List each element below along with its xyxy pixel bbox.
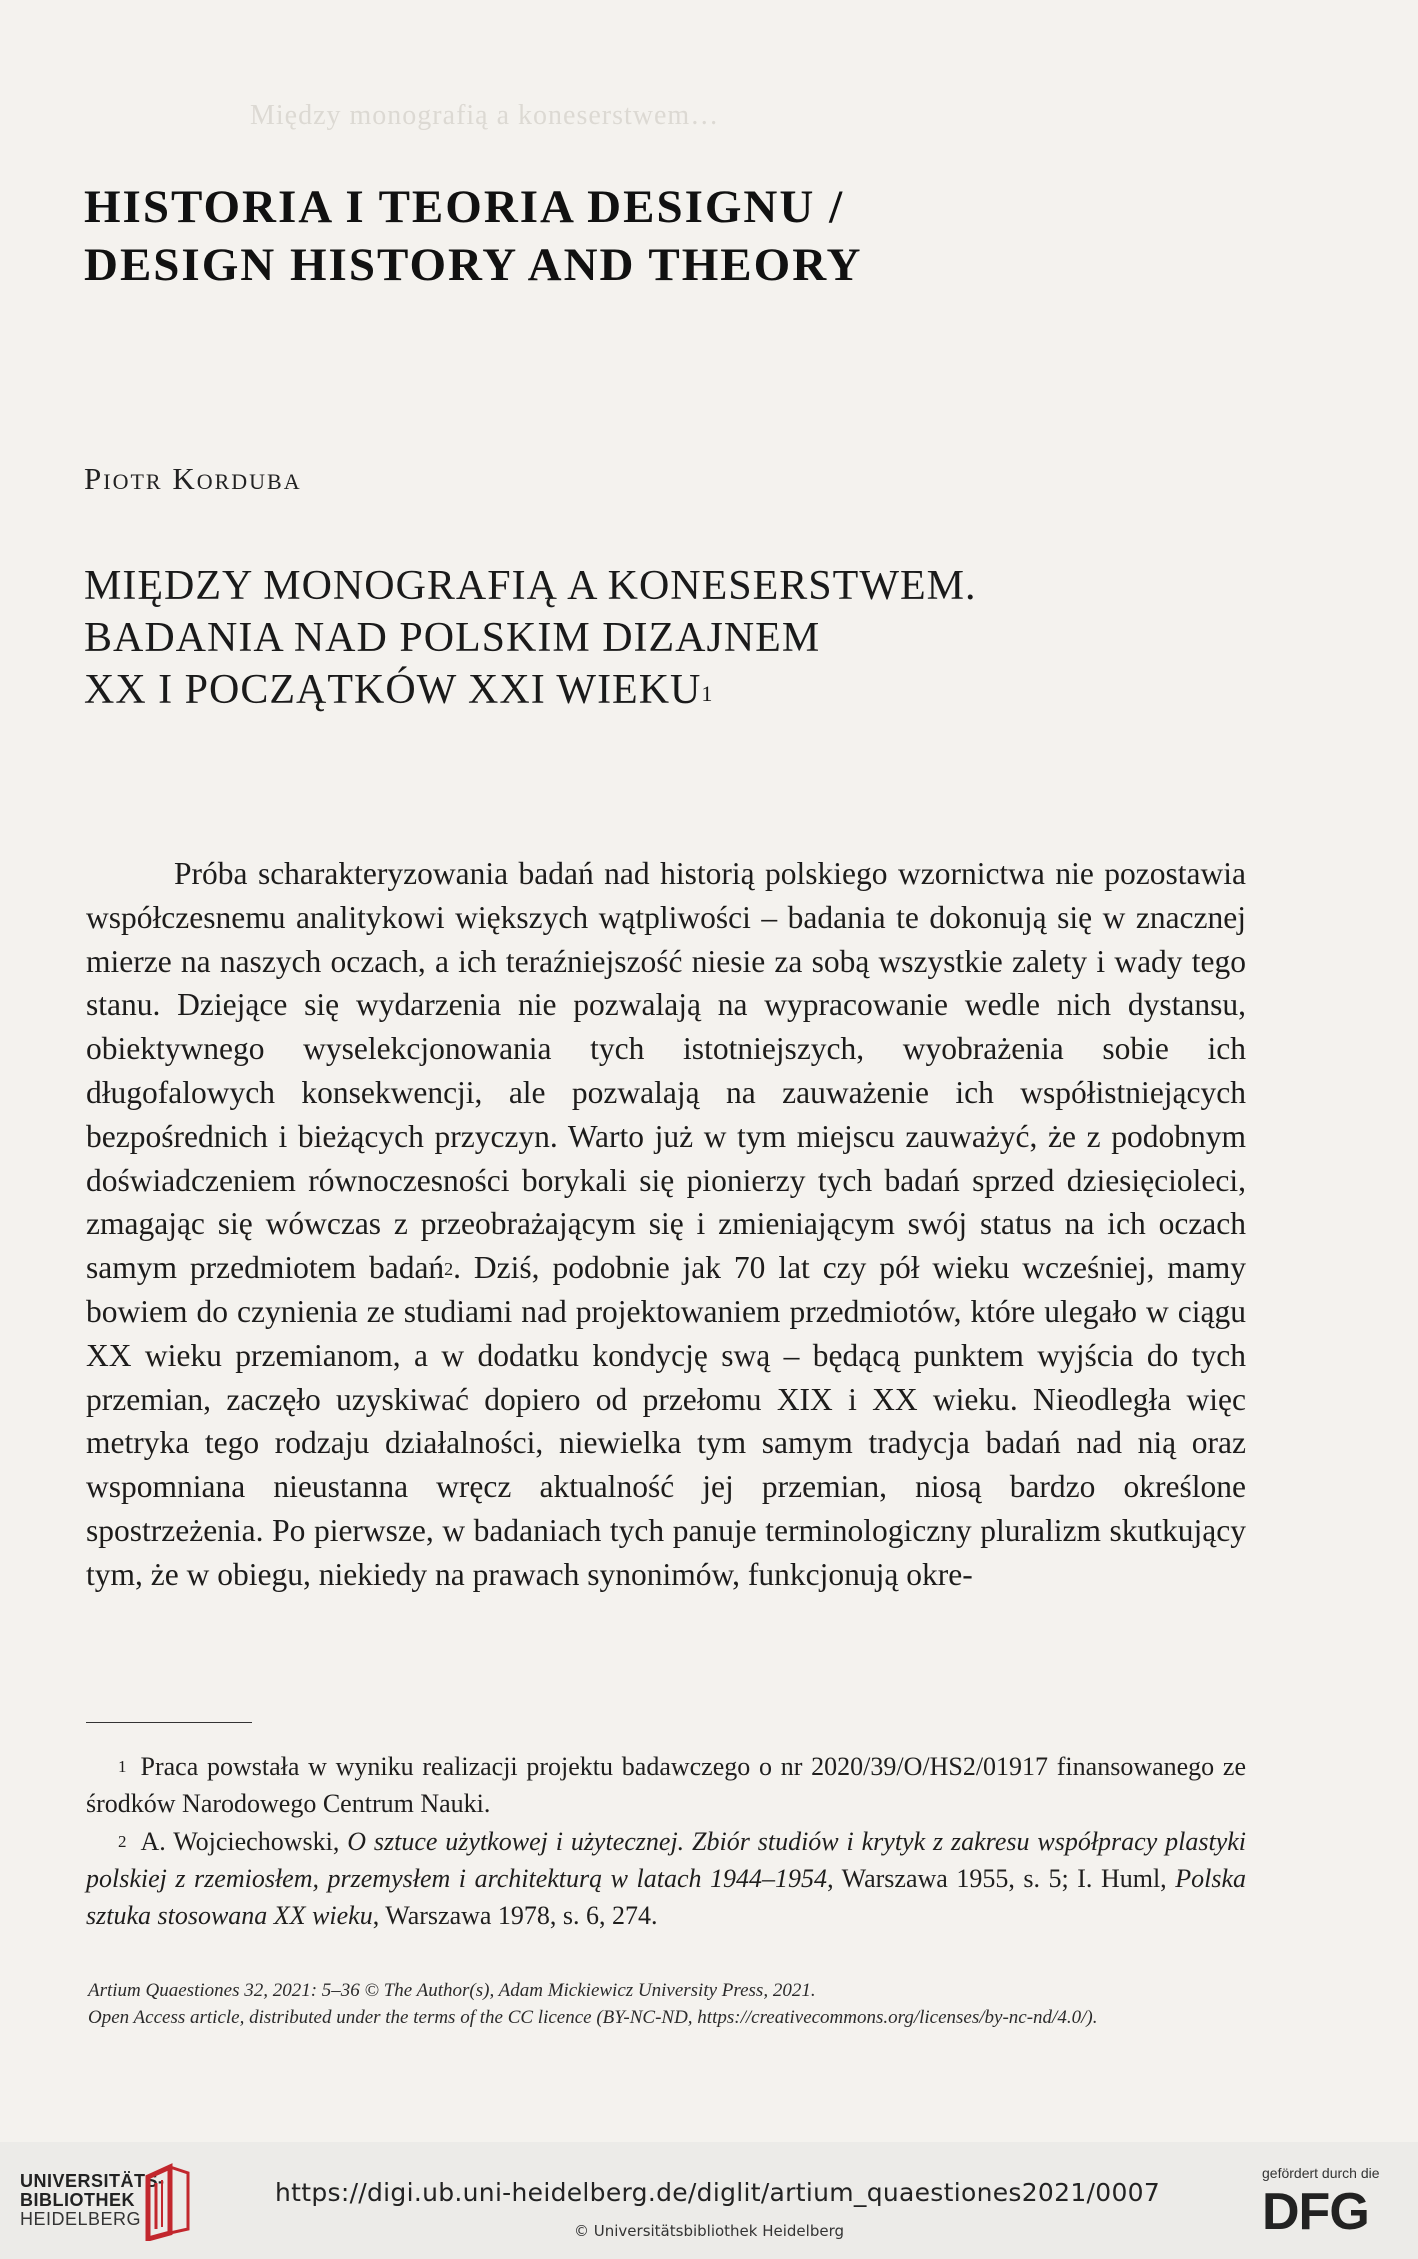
author-name: Piotr Korduba [84,461,302,496]
footnote-divider [86,1722,252,1723]
footnote-1-number: 1 [118,1757,127,1776]
copyright-notice: © Universitätsbibliothek Heidelberg [574,2222,845,2240]
body-text-part-2: . Dziś, podobnie jak 70 lat czy pół wieku wcześniej, mamy bowiem do czynienia ze studiami nad projektowaniem przedmiotów, które ulegało w ciągu XX wieku przemianom, a w dodatku kondycję swą – będącą punktem wyjścia do tych przemian, zaczęło uzyskiwać dopiero od przełomu XIX i XX wieku. Nieodległa więc metryka tego rodzaju działalności, niewielka tym samym tradycja badań nad nią oraz wspomniana nieustanna wręcz aktualność jej przemian, niosą bardzo określone spostrzeżenia. Po pierwsze, w badaniach tych panuje terminologiczny pluralizm skutkujący tym, że w obiegu, niekiedy na prawach synonimów, funkcjonują okre- [86,1250,1246,1592]
footnote-1-text: Praca powstała w wyniku realizacji projektu badawczego o nr 2020/39/O/HS2/01917 finansowanego ze środków Narodowego Centrum Nauki. [86,1752,1246,1818]
library-name-line-3: HEIDELBERG [20,2209,142,2229]
article-title-footnote-ref[interactable]: 1 [701,681,714,706]
article-title-line-1: MIĘDZY MONOGRAFIĄ A KONESERSTWEM. [84,563,977,609]
footnote-2-number: 2 [118,1832,127,1851]
dfg-logo[interactable]: DFG [1262,2183,1369,2241]
section-title-line-2: DESIGN HISTORY AND THEORY [84,239,863,291]
library-name-line-2: BIBLIOTHEK [20,2190,135,2210]
citation-line-2[interactable]: Open Access article, distributed under the terms of the CC licence (BY-NC-ND, https://creativecommons.org/licenses/by-nc-nd/4.0/). [88,2007,1098,2028]
library-name-line-1: UNIVERSITÄTS- [20,2171,165,2191]
citation-block [88,1977,1258,2031]
body-footnote-ref[interactable]: 2 [444,1259,454,1280]
footnote-2-post: , Warszawa 1978, s. 6, 274. [372,1901,658,1930]
footnote-2-italic-title-1: O sztuce użytkowej i użytecznej. Zbiór studiów i krytyk z zakresu współpracy plastyki polskiej z rzemiosłem, przemysłem i architekturą w latach 1944–1954 [86,1827,1246,1893]
section-title [84,178,862,294]
document-url-link[interactable]: https://digi.ub.uni-heidelberg.de/diglit/artium_quaestiones2021/0007 [275,2178,1161,2207]
footnote-2-mid: , Warszawa 1955, s. 5; I. Huml, [827,1864,1176,1893]
citation-line-1: Artium Quaestiones 32, 2021: 5–36 © The Author(s), Adam Mickiewicz University Press, 2021. [88,1980,816,2001]
funder-caption: gefördert durch die [1262,2165,1380,2181]
footnote-2 [86,1823,1246,1934]
footnote-2-pre: A. Wojciechowski, [140,1827,348,1856]
section-title-line-1: HISTORIA I TEORIA DESIGNU / [84,181,845,233]
article-title-line-3: XX I POCZĄTKÓW XXI WIEKU [84,667,702,713]
article-title [84,560,976,716]
body-paragraph [86,852,1246,1597]
footnote-2-italic-title-2: Polska sztuka stosowana XX wieku [86,1864,1246,1930]
article-title-line-2: BADANIA NAD POLSKIM DIZAJNEM [84,615,821,661]
library-emblem-icon [140,2163,196,2241]
bleed-through-header: Między monografią a koneserstwem… [250,100,720,131]
footnotes [86,1748,1246,1935]
body-text-part-1: Próba scharakteryzowania badań nad historią polskiego wzornictwa nie pozostawia współczesnemu analitykowi większych wątpliwości – badania te dokonują się w znacznej mierze na naszych oczach, a ich teraźniejszość niesie za sobą wszystkie zalety i wady tego stanu. Dziejące się wydarzenia nie pozwalają na wypracowanie wedle nich dystansu, obiektywnego wyselekcjonowania tych istotniejszych, wyobrażenia sobie ich długofalowych konsekwencji, ale pozwalają na zauważenie ich współistniejących bezpośrednich i bieżących przyczyn. Warto już w tym miejscu zauważyć, że z podobnym doświadczeniem równoczesności borykali się pionierzy tych badań sprzed dziesięcioleci, zmagając się wówczas z przeobrażającym się i zmieniającym swój status na ich oczach samym przedmiotem badań [86,856,1246,1286]
footnote-1 [86,1748,1246,1822]
